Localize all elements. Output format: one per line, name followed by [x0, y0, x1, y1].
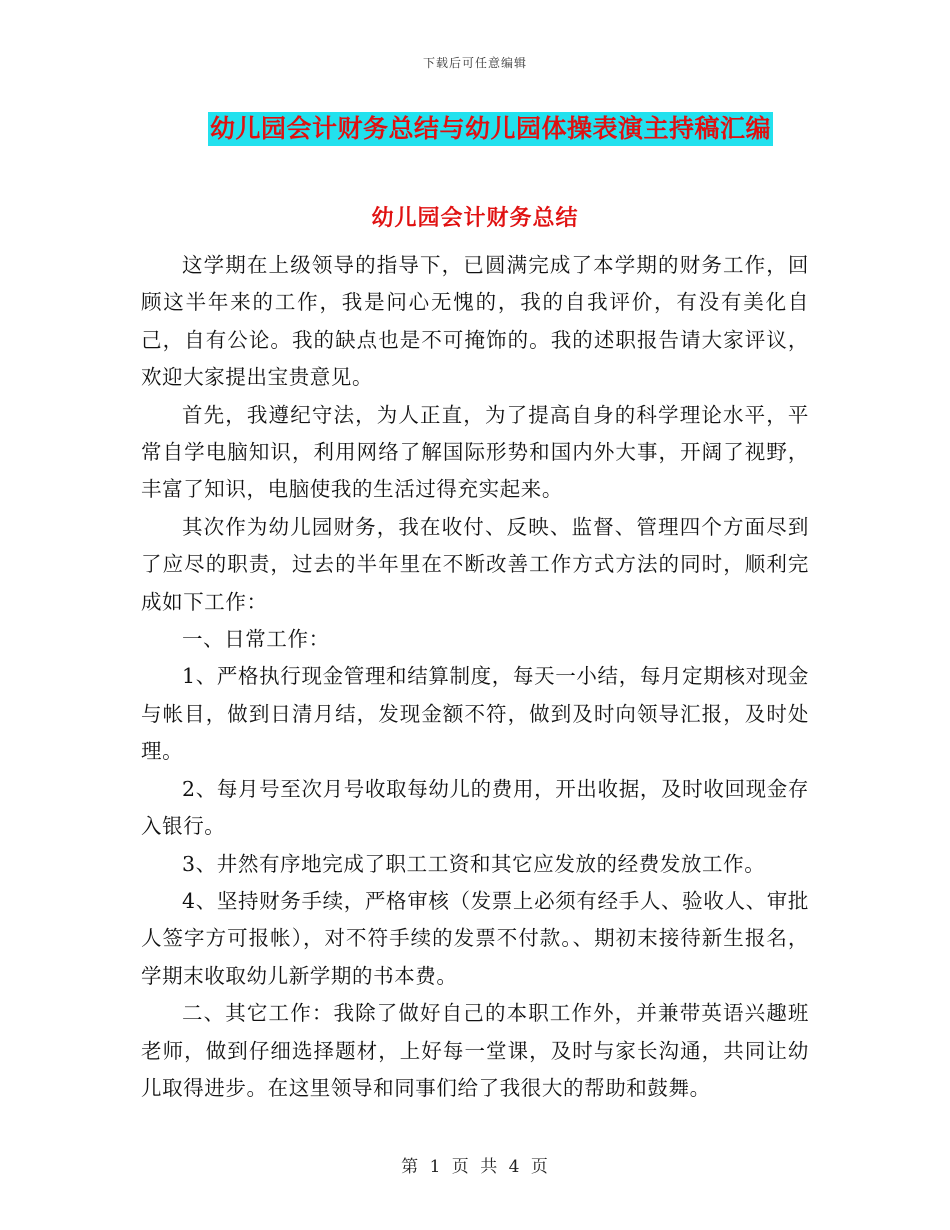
- paragraph: 3、井然有序地完成了职工工资和其它应发放的经费发放工作。: [182, 851, 766, 876]
- paragraph: 2、每月号至次月号收取每幼儿的费用，开出收据，及时收回现金存入银行。: [141, 776, 809, 839]
- page-label: 第: [401, 1157, 420, 1177]
- document-main-title: 幼儿园会计财务总结与幼儿园体操表演主持稿汇编: [208, 112, 773, 146]
- total-label: 共: [480, 1157, 499, 1177]
- page-header-note: 下载后可任意编辑: [422, 56, 527, 70]
- document-body: [141, 247, 809, 1107]
- page-unit: 页: [451, 1157, 470, 1177]
- total-unit: 页: [530, 1157, 549, 1177]
- paragraph: 首先，我遵纪守法，为人正直，为了提高自身的科学理论水平，平常自学电脑知识，利用网络了解国际形势和国内外大事，开阔了视野，丰富了知识，电脑使我的生活过得充实起来。: [141, 402, 809, 502]
- page-number: 1: [429, 1157, 442, 1177]
- page-footer: [0, 1152, 950, 1177]
- total-pages: 4: [508, 1157, 521, 1177]
- paragraph: 这学期在上级领导的指导下，已圆满完成了本学期的财务工作，回顾这半年来的工作，我是问心无愧的，我的自我评价，有没有美化自己，自有公论。我的缺点也是不可掩饰的。我的述职报告请大家评议，欢迎大家提出宝贵意见。: [141, 253, 809, 390]
- paragraph: 1、严格执行现金管理和结算制度，每天一小结，每月定期核对现金与帐目，做到日清月结，发现金额不符，做到及时向领导汇报，及时处理。: [141, 664, 809, 764]
- section-title: 幼儿园会计财务总结: [371, 205, 579, 231]
- paragraph: 4、坚持财务手续，严格审核（发票上必须有经手人、验收人、审批人签字方可报帐），对不符手续的发票不付款。、期初末接待新生报名，学期末收取幼儿新学期的书本费。: [141, 888, 809, 988]
- paragraph: 二、其它工作：我除了做好自己的本职工作外，并兼带英语兴趣班老师，做到仔细选择题材，上好每一堂课，及时与家长沟通，共同让幼儿取得进步。在这里领导和同事们给了我很大的帮助和鼓舞。: [141, 1001, 809, 1100]
- paragraph: 一、日常工作：: [182, 627, 330, 652]
- paragraph: 其次作为幼儿园财务，我在收付、反映、监督、管理四个方面尽到了应尽的职责，过去的半年里在不断改善工作方式方法的同时，顺利完成如下工作：: [141, 514, 809, 614]
